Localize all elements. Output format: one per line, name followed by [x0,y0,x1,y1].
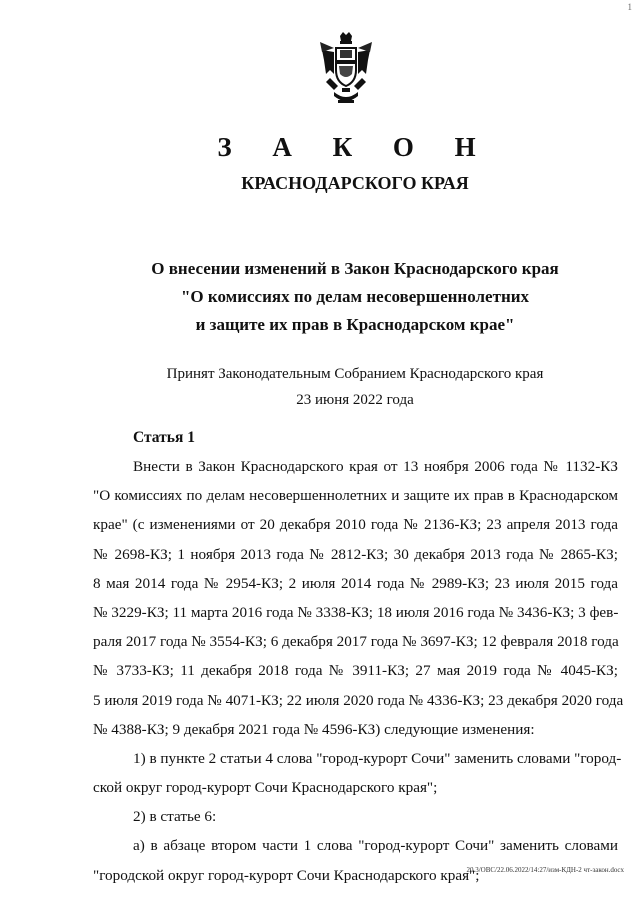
body-line: 8 мая 2014 года № 2954-КЗ; 2 июля 2014 года № 2989-КЗ; 23 июля 2015 года [93,574,618,592]
body-line: 2) в статье 6: [133,808,217,826]
law-title-line: О внесении изменений в Закон Краснодарского края [151,259,559,278]
law-title-line: и защите их прав в Краснодарском крае" [195,315,515,334]
body-line: 1) в пункте 2 статьи 4 слова "город-курорт Сочи" заменить словами "город- [133,749,622,767]
article-heading: Статья 1 [133,429,195,446]
body-line: ской округ город-курорт Сочи Краснодарского края"; [93,779,438,797]
law-title [0,255,640,339]
body-line: а) в абзаце втором части 1 слова "город-курорт Сочи" заменить словами [133,837,618,855]
krasnodar-coat-of-arms-icon [316,30,376,110]
article-body [93,452,624,890]
body-line: крае" (с изменениями от 20 декабря 2010 года № 2136-КЗ; 23 апреля 2013 года [93,516,618,534]
file-code-footer: 20.3/ОВС/22.06.2022/14:27/изм-КДН-2 чт-закон.docx [466,866,624,874]
adoption-body: Принят Законодательным Собранием Краснодарского края [166,366,544,382]
adoption-note [0,361,640,413]
body-line: Внести в Закон Краснодарского края от 13 ноября 2006 года № 1132-КЗ [133,458,618,475]
body-line: № 3229-КЗ; 11 марта 2016 года № 3338-КЗ; 18 июля 2016 года № 3436-КЗ; 3 фев- [93,603,619,621]
body-line: "О комиссиях по делам несовершеннолетних и защите их прав в Краснодарском [93,487,618,505]
adoption-date: 23 июня 2022 года [296,392,414,408]
body-line: 5 июля 2019 года № 4071-КЗ; 22 июля 2020 года № 4336-КЗ; 23 декабря 2020 года [93,691,624,709]
body-line: № 3733-КЗ; 11 декабря 2018 года № 3911-КЗ; 27 мая 2019 года № 4045-КЗ; [93,662,618,680]
body-line: "городской округ город-курорт Сочи Краснодарского края"; [93,866,480,884]
law-title-line: "О комиссиях по делам несовершеннолетних [180,287,530,306]
body-line: № 4388-КЗ; 9 декабря 2021 года № 4596-КЗ) следующие изменения: [93,720,535,738]
document-title: З А К О Н [217,132,493,162]
page-corner-mark: 1 [627,2,632,12]
body-line: раля 2017 года № 3554-КЗ; 6 декабря 2017 года № 3697-КЗ; 12 февраля 2018 года [93,633,619,651]
body-line: № 2698-КЗ; 1 ноября 2013 года № 2812-КЗ; 30 декабря 2013 года № 2865-КЗ; [93,545,618,563]
document-region: КРАСНОДАРСКОГО КРАЯ [241,173,469,193]
